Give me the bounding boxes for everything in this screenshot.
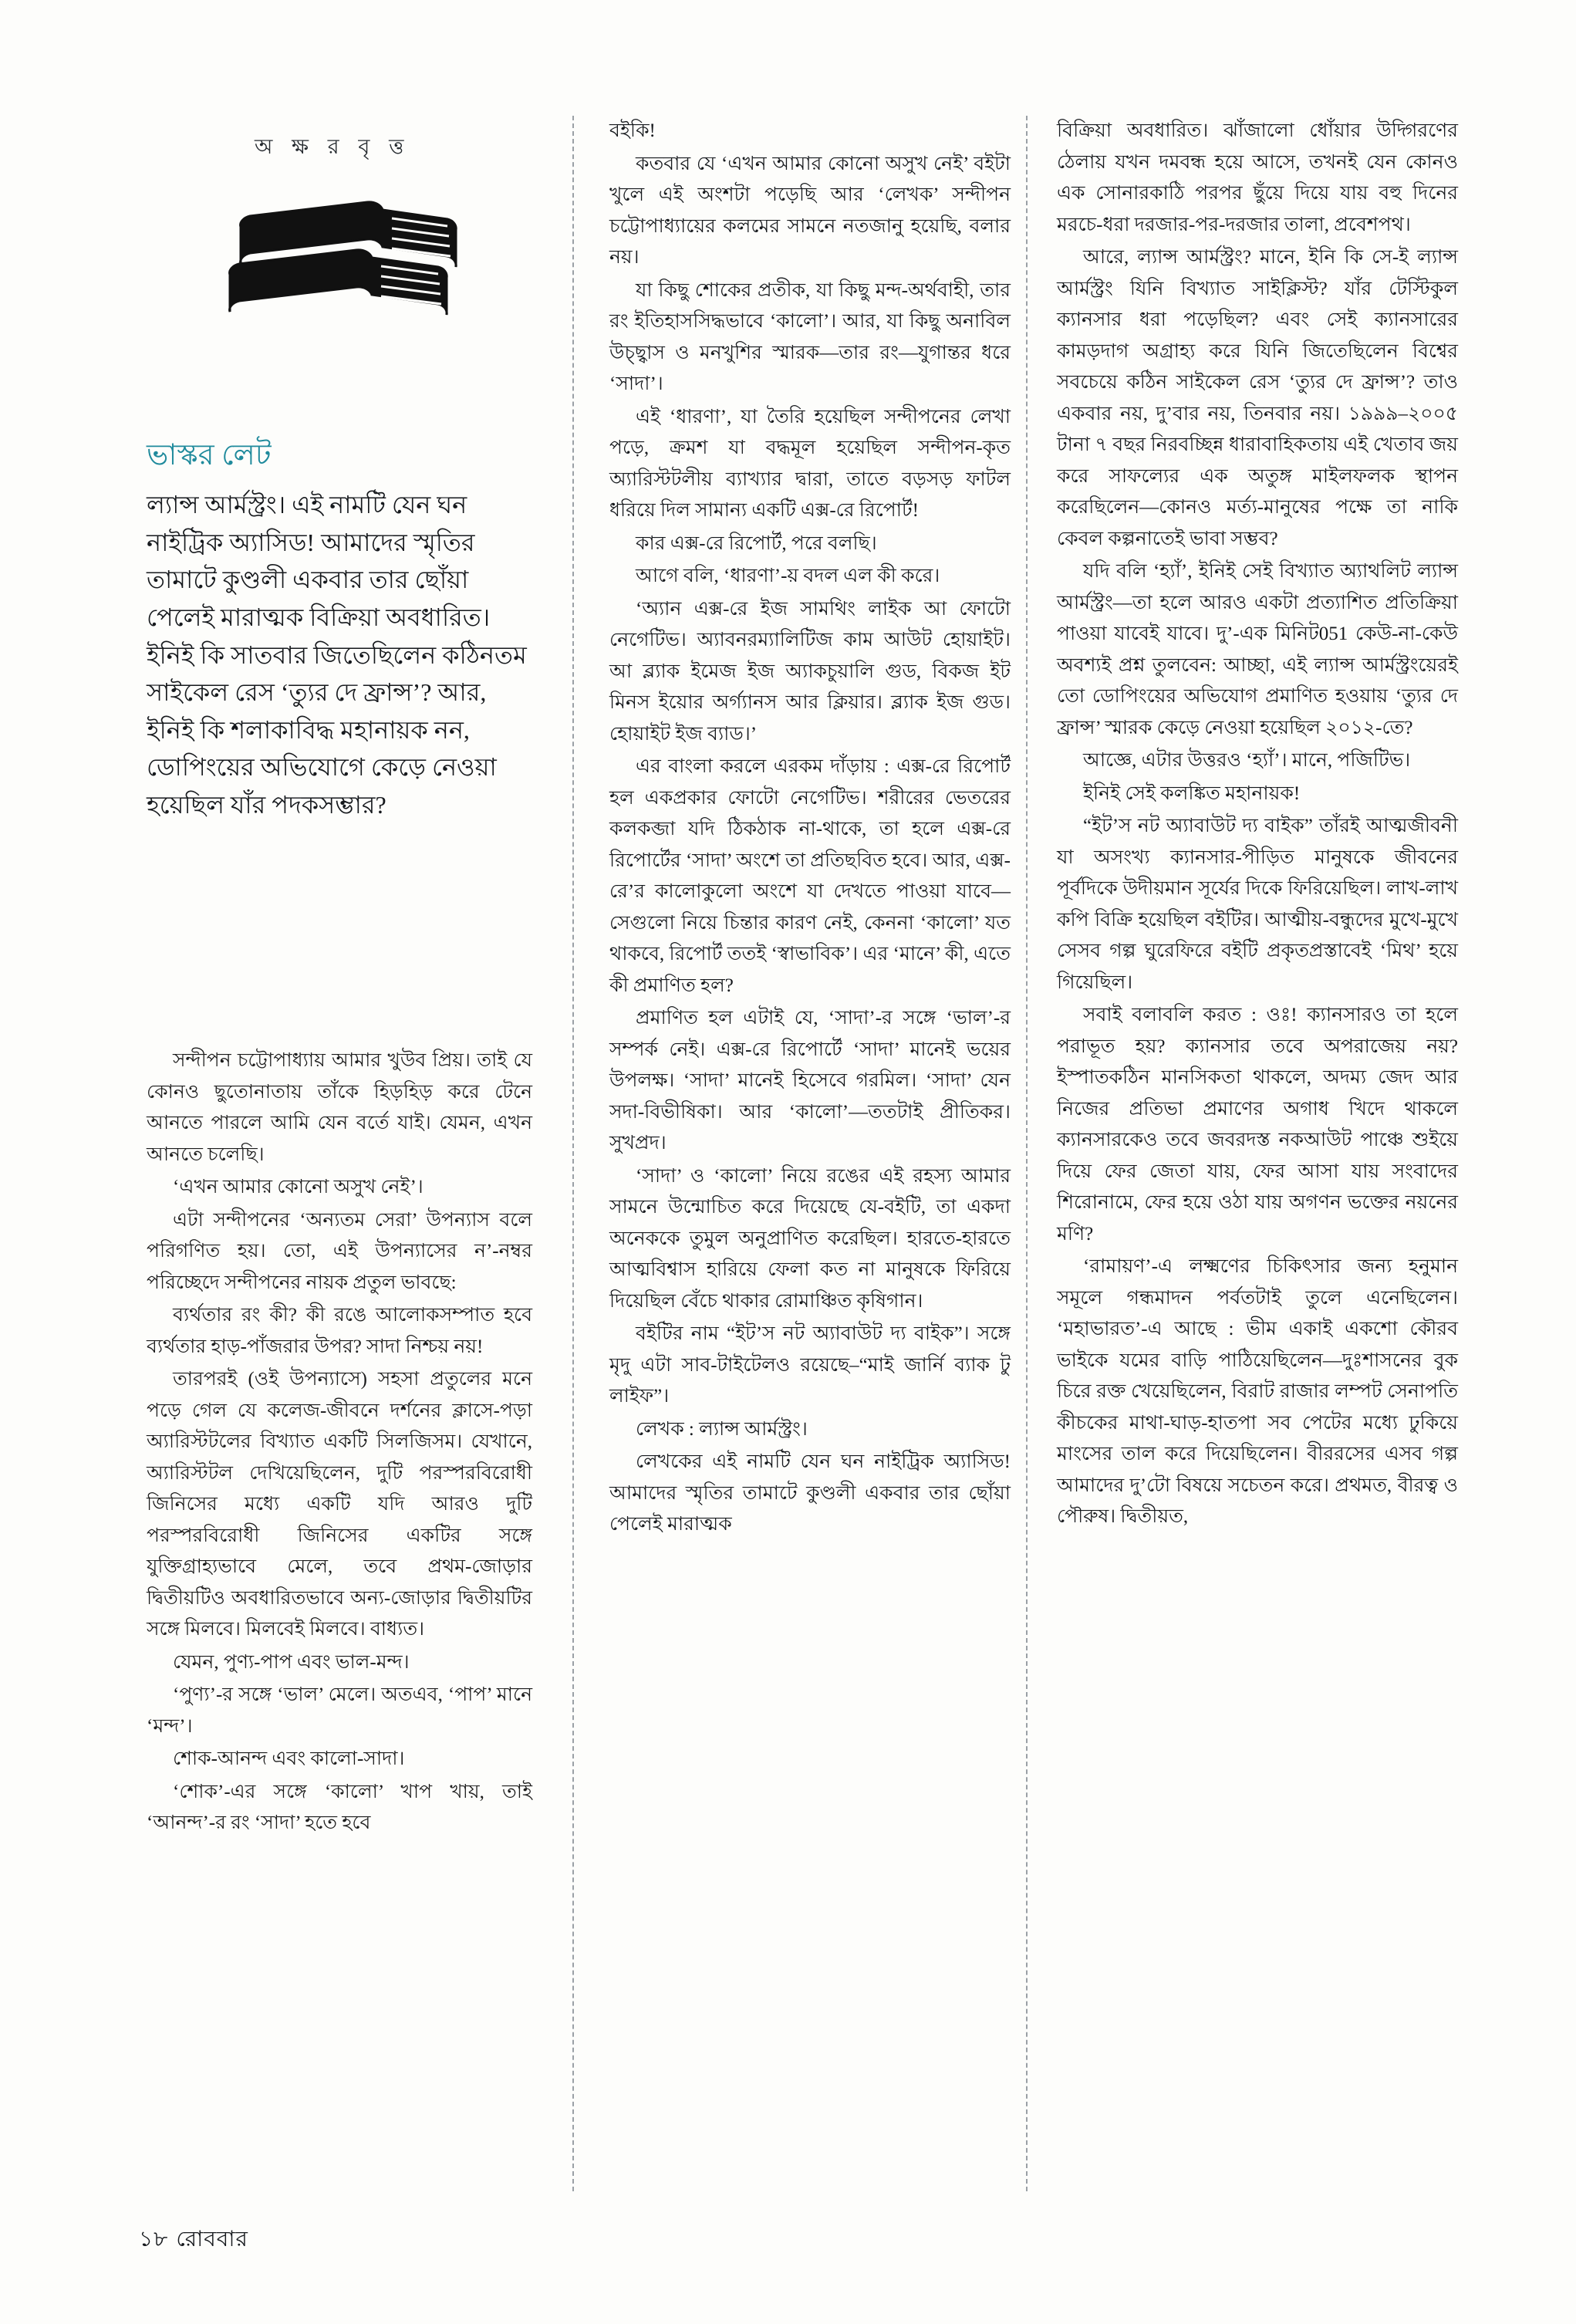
- paragraph: “ইট’স নট অ্যাবাউট দ্য বাইক” তাঁরই আত্মজীবনী যা অসংখ্য ক্যানসার-পীড়িত মানুষকে জীবনের পূর্বদিকে উদীয়মান সূর্যের দিকে ফিরিয়েছিল। লাখ-লাখ কপি বিক্রি হয়েছিল বইটির। আত্মীয়-বন্ধুদের মুখে-মুখে সেসব গল্প ঘুরেফিরে বইটি প্রকৃতপ্রস্তাবেই ‘মিথ’ হয়ে গিয়েছিল।: [1057, 816, 1458, 993]
- paragraph: যেমন, পুণ্য-পাপ এবং ভাল-মন্দ।: [173, 1651, 410, 1673]
- paragraph: কতবার যে ‘এখন আমার কোনো অসুখ নেই’ বইটা খুলে এই অংশটা পড়েছি আর ‘লেখক’ সন্দীপন চট্টোপাধ্যায়ের কলমের সামনে নতজানু হয়েছি, বলার নয়।: [609, 153, 1011, 268]
- paragraph: আজ্ঞে, এটার উত্তরও ‘হ্যাঁ’। মানে, পজিটিভ।: [1083, 750, 1411, 771]
- paragraph: ‘শোক’-এর সঙ্গে ‘কালো’ খাপ খায়, তাই ‘আনন্দ’-র রং ‘সাদা’ হতে হবে: [147, 1781, 532, 1833]
- paragraph: এর বাংলা করলে এরকম দাঁড়ায় : এক্স-রে রিপোর্ট হল একপ্রকার ফোটো নেগেটিভ। শরীরের ভেতরের কলকব্জা যদি ঠিকঠাক না-থাকে, তা হলে এক্স-রে রিপোর্টের ‘সাদা’ অংশে তা প্রতিছবিত হবে। আর, এক্স-রে’র কালোকুলো অংশে যা দেখতে পাওয়া যাবে—সেগুলো নিয়ে চিন্তার কারণ নেই, কেননা ‘কালো’ যত থাকবে, রিপোর্ট ততই ‘স্বাভাবিক’। এর ‘মানে’ কী, এতে কী প্রমাণিত হল?: [609, 756, 1011, 996]
- author-byline: ভাস্কর লেট: [147, 439, 272, 471]
- paragraph: ‘এখন আমার কোনো অসুখ নেই’।: [173, 1177, 424, 1197]
- paragraph: যা কিছু শোকের প্রতীক, যা কিছু মন্দ-অর্থবাহী, তার রং ইতিহাসসিদ্ধভাবে ‘কালো’। আর, যা কিছু অনাবিল উচ্ছ্বাস ও মনখুশির স্মারক—তার রং—যুগান্তর ধরে ‘সাদা’।: [609, 279, 1011, 394]
- paragraph: ‘অ্যান এক্স-রে ইজ সামথিং লাইক আ ফোটো নেগেটিভ। অ্যাবনরম্যালিটিজ কাম আউট হোয়াইট। আ ব্ল্যাক ইমেজ ইজ অ্যাকচুয়ালি গুড, বিকজ ইট মিনস ইয়োর অর্গ্যানস আর ক্লিয়ার। ব্ল্যাক ইজ গুড। হোয়াইট ইজ ব্যাড।’: [609, 598, 1011, 745]
- stacked-books-illustration: [216, 193, 478, 332]
- section-kicker: অ ক্ষ র বৃ ত্ত: [255, 135, 411, 158]
- folio-label: রোববার: [176, 2228, 248, 2251]
- paragraph: বইকি!: [609, 120, 656, 141]
- article-column-three: [1057, 116, 1458, 1535]
- paragraph: ‘সাদা’ ও ‘কালো’ নিয়ে রঙের এই রহস্য আমার সামনে উন্মোচিত করে দিয়েছে যে-বইটি, তা একদা অনেককে তুমুল অনুপ্রাণিত করেছিল। হারতে-হারতে আত্মবিশ্বাস হারিয়ে ফেলা কত না মানুষকে ফিরিয়ে দিয়েছিল বেঁচে থাকার রোমাঞ্চিত কৃষিগান।: [609, 1165, 1011, 1312]
- paragraph: আগে বলি, ‘ধারণা’-য় বদল এল কী করে।: [636, 566, 940, 586]
- paragraph: ‘পুণ্য’-র সঙ্গে ‘ভাল’ মেলে। অতএব, ‘পাপ’ মানে ‘মন্দ’।: [147, 1684, 532, 1737]
- paragraph: লেখক : ল্যান্স আর্মস্ট্রং।: [636, 1418, 808, 1440]
- folio-number: ১৮: [139, 2228, 169, 2251]
- paragraph: শোক-আনন্দ এবং কালো-সাদা।: [173, 1748, 405, 1769]
- paragraph: ইনিই সেই কলঙ্কিত মহানায়ক!: [1083, 782, 1301, 804]
- paragraph: বইটির নাম “ইট’স নট অ্যাবাউট দ্য বাইক”। সঙ্গে মৃদু এটা সাব-টাইটেলও রয়েছে–“মাই জার্নি ব্যাক টু লাইফ”।: [609, 1323, 1011, 1407]
- paragraph: ‘রামায়ণ’-এ লক্ষ্মণের চিকিৎসার জন্য হনুমান সমূলে গন্ধমাদন পর্বতটাই তুলে এনেছিলেন। ‘মহাভারত’-এ আছে : ভীম একাই একশো কৌরব ভাইকে যমের বাড়ি পাঠিয়েছিলেন—দুঃশাসনের বুক চিরে রক্ত খেয়েছিলেন, বিরাট রাজার লম্পট সেনাপতি কীচকের মাথা-ঘাড়-হাতপা সব পেটের মধ্যে ঢুকিয়ে মাংসের তাল করে দিয়েছিলেন। বীররসের এসব গল্প আমাদের দু’টো বিষয়ে সচেতন করে। প্রথমত, বীরত্ব ও পৌরুষ। দ্বিতীয়ত,: [1057, 1256, 1458, 1527]
- paragraph: ব্যর্থতার রং কী? কী রঙে আলোকসম্পাত হবে ব্যর্থতার হাড়-পাঁজরার উপর? সাদা নিশ্চয় নয়!: [147, 1305, 532, 1357]
- article-column-two: [609, 116, 1011, 1542]
- standfirst: ল্যান্স আর্মস্ট্রং। এই নামটি যেন ঘন নাইট্রিক অ্যাসিড! আমাদের স্মৃতির তামাটে কুণ্ডলী একবার তার ছোঁয়া পেলেই মারাত্মক বিক্রিয়া অবধারিত। ইনিই কি সাতবার জিতেছিলেন কঠিনতম সাইকেল রেস ‘ত্যুর দে ফ্রান্স’? আর, ইনিই কি শলাকাবিদ্ধ মহানায়ক নন, ডোপিংয়ের অভিযোগে কেড়ে নেওয়া হয়েছিল যাঁর পদকসম্ভার?: [147, 491, 527, 819]
- paragraph: সন্দীপন চট্টোপাধ্যায় আমার খুউব প্রিয়। তাই যে কোনও ছুতোনাতায় তাঁকে হিড়হিড় করে টেনে আনতে পারলে আমি যেন বর্তে যাই। যেমন, এখন আনতে চলেছি।: [147, 1050, 532, 1165]
- paragraph: লেখকের এই নামটি যেন ঘন নাইট্রিক অ্যাসিড! আমাদের স্মৃতির তামাটে কুণ্ডলী একবার তার ছোঁয়া পেলেই মারাত্মক: [609, 1451, 1011, 1535]
- paragraph: এটা সন্দীপনের ‘অন্যতম সেরা’ উপন্যাস বলে পরিগণিত হয়। তো, এই উপন্যাসের ন’-নম্বর পরিচ্ছেদে সন্দীপনের নায়ক প্রতুল ভাবছে:: [147, 1209, 532, 1293]
- paragraph: সবাই বলাবলি করত : ওঃ! ক্যানসারও তা হলে পরাভূত হয়? ক্যানসার তবে অপরাজেয় নয়? ইস্পাতকঠিন মানসিকতা থাকলে, অদম্য জেদ আর নিজের প্রতিভা প্রমাণের অগাধ খিদে থাকলে ক্যানসারকেও তবে জবরদস্ত নকআউট পাঞ্চে শুইয়ে দিয়ে ফের জেতা যায়, ফের আসা যায় সংবাদের শিরোনামে, ফের হয়ে ওঠা যায় অগণন ভক্তের নয়নের মণি?: [1057, 1005, 1458, 1245]
- paragraph: বিক্রিয়া অবধারিত। ঝাঁজালো ধোঁয়ার উদ্গিরণের ঠেলায় যখন দমবন্ধ হয়ে আসে, তখনই যেন কোনও এক সোনারকাঠি পরপর ছুঁয়ে দিয়ে যায় বহু দিনের মরচে-ধরা দরজার-পর-দরজার তালা, প্রবেশপথ।: [1057, 120, 1458, 235]
- paragraph: আরে, ল্যান্স আর্মস্ট্রং? মানে, ইনি কি সে-ই ল্যান্স আর্মস্ট্রং যিনি বিখ্যাত সাইক্লিস্ট? যাঁর টেস্টিকুল ক্যানসার ধরা পড়েছিল? এবং সেই ক্যানসারের কামড়দাগ অগ্রাহ্য করে যিনি জিতেছিলেন বিশ্বের সবচেয়ে কঠিন সাইকেল রেস ‘ত্যুর দে ফ্রান্স’? তাও একবার নয়, দু’বার নয়, তিনবার নয়। ১৯৯৯–২০০৫ টানা ৭ বছর নিরবচ্ছিন্ন ধারাবাহিকতায় এই খেতাব জয় করে সাফল্যের এক অতুঙ্গ মাইলফলক স্থাপন করেছিলেন—কোনও মর্ত্য-মানুষের পক্ষে তা নাকি কেবল কল্পনাতেই ভাবা সম্ভব?: [1057, 247, 1458, 549]
- article-column-one: [147, 1045, 532, 1841]
- folio: [139, 2222, 248, 2258]
- column-divider-2: [1026, 116, 1028, 2191]
- paragraph: যদি বলি ‘হ্যাঁ’, ইনিই সেই বিখ্যাত অ্যাথলিট ল্যান্স আর্মস্ট্রং—তা হলে আরও একটা প্রত্যাশিত প্রতিক্রিয়া পাওয়া যাবেই যাবে। দু’-এক মিনিট051 কেউ-না-কেউ অবশ্যই প্রশ্ন তুলবেন: আচ্ছা, এই ল্যান্স আর্মস্ট্রংয়েরই তো ডোপিংয়ের অভিযোগ প্রমাণিত হওয়ায় ‘ত্যুর দে ফ্রান্স’ স্মারক কেড়ে নেওয়া হয়েছিল ২০১২-তে?: [1057, 561, 1458, 738]
- paragraph: তারপরই (ওই উপন্যাসে) সহসা প্রতুলের মনে পড়ে গেল যে কলেজ-জীবনে দর্শনের ক্লাসে-পড়া অ্যারিস্টটলের বিখ্যাত একটি সিলজিসম। যেখানে, অ্যারিস্টটল দেখিয়েছিলেন, দুটি পরস্পরবিরোধী জিনিসের মধ্যে একটি যদি আরও দুটি পরস্পরবিরোধী জিনিসের একটির সঙ্গে যুক্তিগ্রাহ্যভাবে মেলে, তবে প্রথম-জোড়ার দ্বিতীয়টিও অবধারিতভাবে অন্য-জোড়ার দ্বিতীয়টির সঙ্গে মিলবে। মিলবেই মিলবে। বাধ্যত।: [147, 1369, 532, 1640]
- paragraph: কার এক্স-রে রিপোর্ট, পরে বলছি।: [636, 532, 877, 554]
- column-divider-1: [572, 116, 574, 2191]
- paragraph: প্রমাণিত হল এটাই যে, ‘সাদা’-র সঙ্গে ‘ভাল’-র সম্পর্ক নেই। এক্স-রে রিপোর্টে ‘সাদা’ মানেই ভয়ের উপলক্ষ। ‘সাদা’ মানেই হিসেবে গরমিল। ‘সাদা’ যেন সদা-বিভীষিকা। আর ‘কালো’—ততটাই প্রীতিকর। সুখপ্রদ।: [609, 1008, 1011, 1154]
- paragraph: এই ‘ধারণা’, যা তৈরি হয়েছিল সন্দীপনের লেখা পড়ে, ক্রমশ যা বদ্ধমূল হয়েছিল সন্দীপন-কৃত অ্যারিস্টটলীয় ব্যাখ্যার দ্বারা, তাতে বড়সড় ফাটল ধরিয়ে দিল সামান্য একটি এক্স-রে রিপোর্ট!: [609, 406, 1011, 521]
